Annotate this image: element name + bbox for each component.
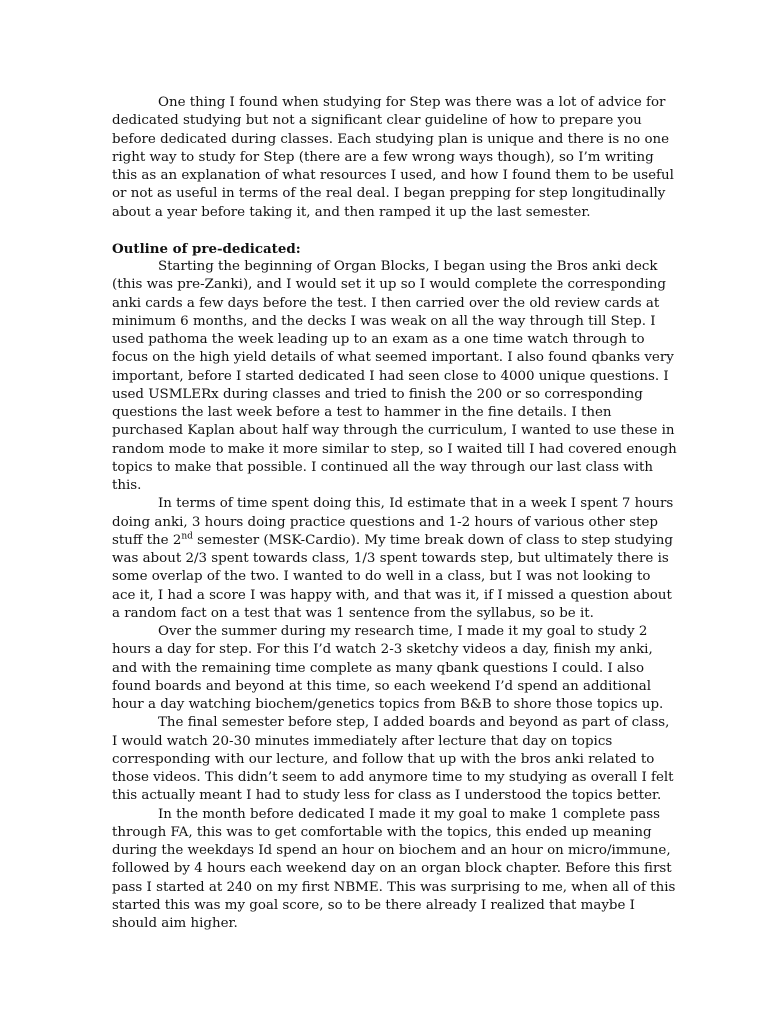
paragraph-month-before: In the month before dedicated I made it my goal to make 1 complete pass through FA, this was to get comfortable with the topics, this ended up meaning during the weekdays Id spend an hour on biochem and an hour on micro/immune, followed by 4 hours each weekend day on an organ block chapter. Before this first pass I started at 240 on my first NBME. This was surprising to me, when all of this started this was my goal score, so to be there already I realized that maybe I should aim higher. — [112, 806, 676, 931]
paragraph-anki-pathoma: Starting the beginning of Organ Blocks, I began using the Bros anki deck (this was pre-Zanki), and I would set it up so I would complete the corresponding anki cards a few days before the test. I then carried over the old review cards at minimum 6 months, and the decks I was weak on all the way through till Step. I used pathoma the week leading up to an exam as a one time watch through to focus on the high yield details of what seemed important. I also found qbanks very important, before I started dedicated I had seen close to 4000 unique questions. I used USMLERx during classes and tried to finish the 200 or so corresponding questions the last week before a test to hammer in the fine details. I then purchased Kaplan about half way through the curriculum, I wanted to use these in random mode to make it more similar to step, so I waited till I had covered enough topics to make that possible. I continued all the way through our last class with this. — [112, 259, 677, 493]
paragraph-time-spent-part2: semester (MSK-Cardio). My time break down of class to step studying was about 2/3 spent towards class, 1/3 spent towards step, but ultimately there is some overlap of the two. I wanted to do well in a class, but I was not looking to ace it, I had a score I was happy with, and that was it, if I missed a question about a random fact on a test that was 1 sentence from the syllabus, so be it. — [112, 532, 673, 621]
section-heading: Outline of pre-dedicated: — [112, 240, 301, 257]
paragraph-final-semester: The final semester before step, I added boards and beyond as part of class, I would watch 20-30 minutes immediately after lecture that day on topics corresponding with our lecture, and follow that up with the bros anki related to those videos. This didn’t seem to add anymore time to my studying as overall I felt this actually meant I had to study less for class as I understood the topics better. — [112, 715, 674, 804]
intro-paragraph: One thing I found when studying for Step was there was a lot of advice for dedicated studying but not a significant clear guideline of how to prepare you before dedicated during classes. Each studying plan is unique and there is no one right way to study for Step (there are a few wrong ways though), so I’m writing this as an explanation of what resources I used, and how I found them to be useful or not as useful in terms of the real deal. I began prepping for step longitudinally about a year before taking it, and then ramped it up the last semester. — [112, 95, 674, 220]
ordinal-superscript: nd — [181, 531, 193, 542]
paragraph-summer: Over the summer during my research time, I made it my goal to study 2 hours a day for step. For this I’d watch 2-3 sketchy videos a day, finish my anki, and with the remaining time complete as many qbank questions I could. I also found boards and beyond at this time, so each weekend I’d spend an additional hour a day watching biochem/genetics topics from B&B to shore those topics up. — [112, 624, 664, 712]
paragraph-time-spent — [112, 495, 678, 623]
paragraph-time-spent-part1: In terms of time spent doing this, Id estimate that in a week I spent 7 hours doing anki, 3 hours doing practice questions and 1-2 hours of various other step stuff the 2 — [112, 496, 674, 548]
